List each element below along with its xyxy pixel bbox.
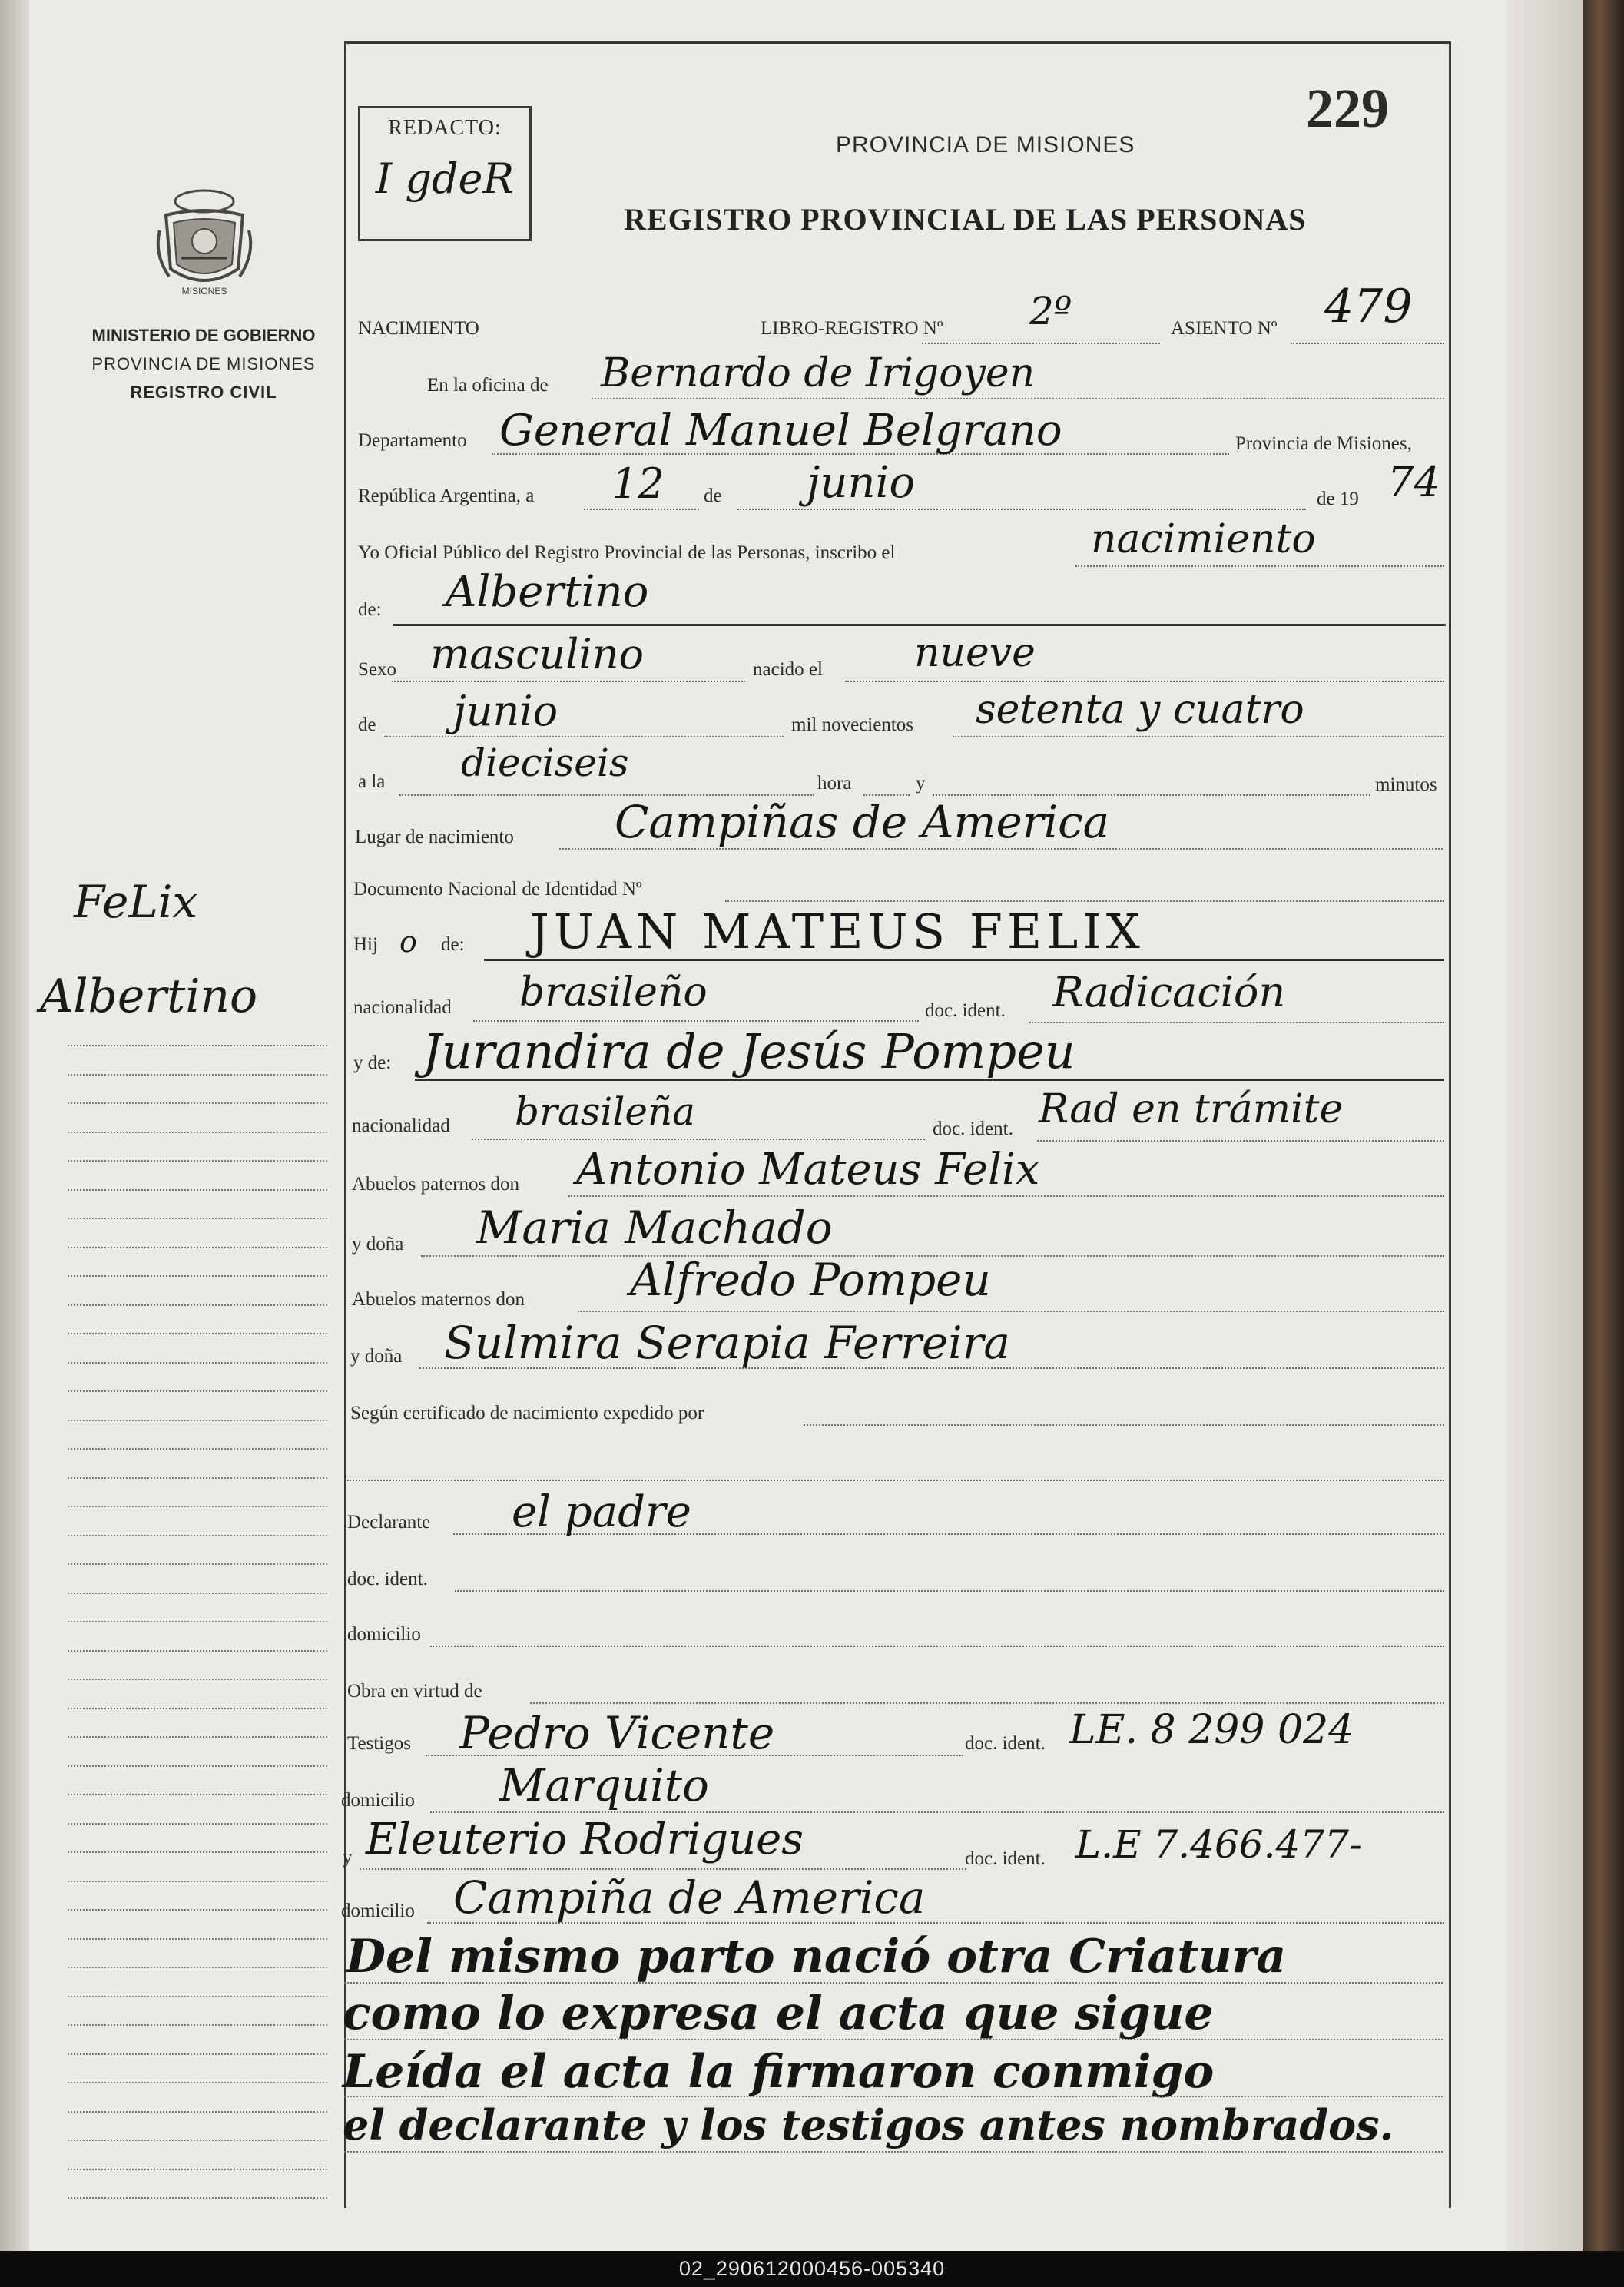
label-de-19: de 19 [1317,489,1359,509]
margin-ruled-line [68,1736,327,1739]
leader-line [472,1139,925,1140]
margin-ruled-line [68,1881,327,1884]
label-y-dona: y doña [352,1234,404,1255]
margin-ruled-line [68,1708,327,1711]
label-hij: Hij [353,934,378,955]
doc-madre-value: Rad en trámite [1039,1086,1344,1132]
note-line-2: como lo expresa el acta que sigue [343,1987,1214,2040]
margin-ruled-line [68,1132,327,1135]
asiento-number: 479 [1324,280,1413,333]
leader-line [568,1195,1444,1197]
label-doc-ident-3: doc. ident. [347,1569,428,1589]
lugar-value: Campiñas de America [615,796,1110,848]
testigo1-dom-value: Marquito [499,1759,709,1811]
margin-ruled-line [68,1160,327,1163]
margin-ruled-line [68,1275,327,1278]
leader-line [725,900,1444,902]
book-cover-edge [1583,0,1624,2251]
label-mil-novecientos: mil novecientos [791,714,913,735]
libro-number: 2º [1029,289,1072,333]
ministry-block [69,321,338,406]
leader-line [845,681,1444,682]
label-y-de: y de: [353,1052,392,1073]
label-domicilio: domicilio [347,1624,421,1645]
province-title: PROVINCIA DE MISIONES [836,132,1135,157]
margin-ruled-line [68,1333,327,1336]
nacido-mes-value: junio [453,687,558,735]
margin-surname: FeLix [74,876,198,928]
leader-line [559,848,1443,850]
margin-ruled-line [68,1420,327,1423]
margin-ruled-line [68,1621,327,1624]
margin-ruled-line [68,1102,327,1105]
label-segun: Según certificado de nacimiento expedido por [350,1403,704,1424]
label-y-dona-2: y doña [350,1346,403,1367]
label-provincia: Provincia de Misiones, [1235,433,1412,454]
ministry-line-3: REGISTRO CIVIL [130,383,277,402]
margin-ruled-line [68,1996,327,1999]
leader-line [584,509,699,510]
leader-line [578,1311,1444,1312]
doc-padre-value: Radicación [1052,968,1286,1016]
coat-of-arms-icon [143,184,266,300]
margin-ruled-line [68,1967,327,1970]
label-sexo: Sexo [358,659,396,680]
margin-ruled-line [68,2053,327,2057]
hij-suffix: o [399,925,417,959]
label-asiento: ASIENTO Nº [1171,318,1278,339]
ministry-line-2: PROVINCIA DE MISIONES [91,354,316,373]
sexo-value: masculino [430,630,644,678]
margin-ruled-line [68,1506,327,1509]
note-rule [344,2039,1443,2040]
testigo2-dom-value: Campiña de America [453,1871,926,1924]
label-de-colon: de: [358,599,382,620]
label-de-2: de [358,714,376,735]
margin-ruled-line [68,1909,327,1912]
margin-ruled-line [68,1390,327,1394]
nombre-value: Albertino [446,567,649,617]
margin-ruled-line [68,1938,327,1941]
margin-ruled-line [68,2197,327,2200]
testigo2-doc-value: L.E 7.466.477- [1075,1822,1362,1867]
dia-value: 12 [611,459,665,508]
hora-value: dieciseis [461,741,629,785]
abuela-materna-value: Sulmira Serapia Ferreira [444,1317,1011,1369]
margin-ruled-line [68,1593,327,1596]
label-departamento: Departamento [358,430,467,451]
emblem-text: MISIONES [181,286,227,297]
page-edge [1506,0,1583,2251]
margin-ruled-line [68,1477,327,1480]
label-doc-ident-5: doc. ident. [965,1848,1046,1869]
frame-top-line [344,41,1450,44]
declarante-value: el padre [512,1487,691,1537]
label-yo-oficial: Yo Oficial Público del Registro Provincial de las Personas, inscribo el [358,542,896,563]
margin-ruled-line [68,1045,327,1048]
margin-given-name: Albertino [40,969,258,1023]
leader-line [1291,343,1444,344]
right-frame-line [1449,41,1451,2208]
margin-ruled-line [68,1247,327,1250]
note-line-3: Leída el acta la firmaron conmigo [343,2045,1215,2099]
label-nacionalidad-2: nacionalidad [352,1115,450,1136]
note-rule [344,1982,1443,1984]
padre-value: JUAN MATEUS FELIX [530,903,1145,960]
testigo2-value: Eleuterio Rodrigues [366,1815,804,1864]
leader-line [430,1646,1444,1647]
testigo1-value: Pedro Vicente [459,1707,775,1759]
label-hij-de: de: [441,934,465,955]
label-doc-ident-2: doc. ident. [933,1119,1013,1139]
leader-line [430,1811,1444,1813]
label-minutos: minutos [1375,774,1437,795]
madre-value: Jurandira de Jesús Pompeu [423,1023,1075,1079]
label-libro: LIBRO-REGISTRO Nº [761,318,943,339]
label-domicilio-2: domicilio [341,1790,415,1811]
nac-madre-value: brasileña [515,1089,695,1134]
left-frame-line [344,41,346,2208]
label-y-2: y [343,1847,353,1868]
margin-ruled-line [68,1679,327,1682]
label-nacimiento: NACIMIENTO [358,318,479,339]
nac-padre-value: brasileño [519,969,708,1016]
label-lugar: Lugar de nacimiento [355,827,514,847]
label-declarante: Declarante [347,1512,431,1533]
label-dni: Documento Nacional de Identidad Nº [353,879,642,900]
stamp-label: REDACTO: [388,116,502,140]
abuela-paterna-value: Maria Machado [476,1202,833,1254]
label-de: de [704,486,722,506]
rule-line [393,624,1446,626]
leader-line [1075,565,1444,567]
note-line-1: Del mismo parto nació otra Criatura [346,1930,1287,1984]
margin-ruled-line [68,1448,327,1451]
nacido-anio-value: setenta y cuatro [976,687,1304,733]
label-doc-ident-4: doc. ident. [965,1733,1046,1754]
leader-line [530,1702,1444,1704]
note-rule [344,2151,1443,2153]
margin-ruled-line [68,2024,327,2027]
label-nacido-el: nacido el [753,659,823,680]
label-republica: República Argentina, a [358,486,535,506]
note-rule [344,2096,1443,2097]
leader-line [1037,1140,1444,1142]
registry-title: REGISTRO PROVINCIAL DE LAS PERSONAS [624,202,1307,237]
leader-line [1029,1022,1444,1023]
abuelo-materno-value: Alfredo Pompeu [630,1254,991,1306]
leader-line [737,509,1306,510]
abuelo-paterno-value: Antonio Mateus Felix [576,1145,1040,1195]
margin-ruled-line [68,2169,327,2172]
image-id-footer: 02_290612000456-005340 [678,2257,946,2280]
margin-ruled-line [68,1362,327,1365]
margin-ruled-line [68,1535,327,1538]
margin-ruled-line [68,1650,327,1653]
margin-ruled-line [68,1563,327,1566]
margin-ruled-line [68,1074,327,1077]
margin-ruled-line [68,1218,327,1221]
departamento-value: General Manuel Belgrano [499,406,1062,456]
margin-ruled-line [68,2111,327,2114]
label-doc-ident: doc. ident. [925,1000,1006,1021]
book-binding [0,0,29,2251]
nacido-dia-value: nueve [914,630,1036,676]
oficina-value: Bernardo de Irigoyen [601,350,1036,396]
label-domicilio-3: domicilio [341,1901,415,1921]
leader-line [804,1424,1444,1426]
label-abuelos-paternos: Abuelos paternos don [352,1174,520,1195]
margin-ruled-line [68,2082,327,2085]
margin-ruled-line [68,1823,327,1826]
leader-line [953,736,1444,737]
testigo1-doc-value: LE. 8 299 024 [1069,1707,1354,1753]
redacto-stamp [358,106,532,241]
tipo-value: nacimiento [1091,516,1316,562]
label-abuelos-maternos: Abuelos maternos don [352,1289,525,1310]
margin-ruled-line [68,1794,327,1797]
stamp-value: I gdeR [375,154,515,203]
label-obra: Obra en virtud de [347,1681,482,1702]
leader-line [922,343,1160,344]
label-nacionalidad: nacionalidad [353,997,452,1018]
margin-ruled-line [68,1189,327,1192]
label-hora: hora [817,773,852,794]
margin-ruled-line [68,1765,327,1768]
note-line-4: el declarante y los testigos antes nombrados. [343,2100,1394,2149]
label-a-la: a la [358,771,386,792]
margin-ruled-line [68,1304,327,1308]
ministry-line-1: MINISTERIO DE GOBIERNO [91,326,316,345]
mes-value: junio [807,458,916,508]
leader-line [455,1590,1444,1592]
anio-value: 74 [1387,458,1440,506]
leader-line [347,1480,1444,1481]
margin-ruled-line [68,2140,327,2143]
label-testigos: Testigos [347,1733,411,1754]
leader-line [384,736,784,737]
leader-line [473,1020,919,1022]
leader-line [592,398,1444,399]
label-y: y [916,773,926,794]
leader-line [392,681,745,682]
page-number: 229 [1306,78,1389,139]
leader-line [360,1868,966,1870]
margin-ruled-line [68,1851,327,1854]
label-oficina: En la oficina de [427,375,549,396]
